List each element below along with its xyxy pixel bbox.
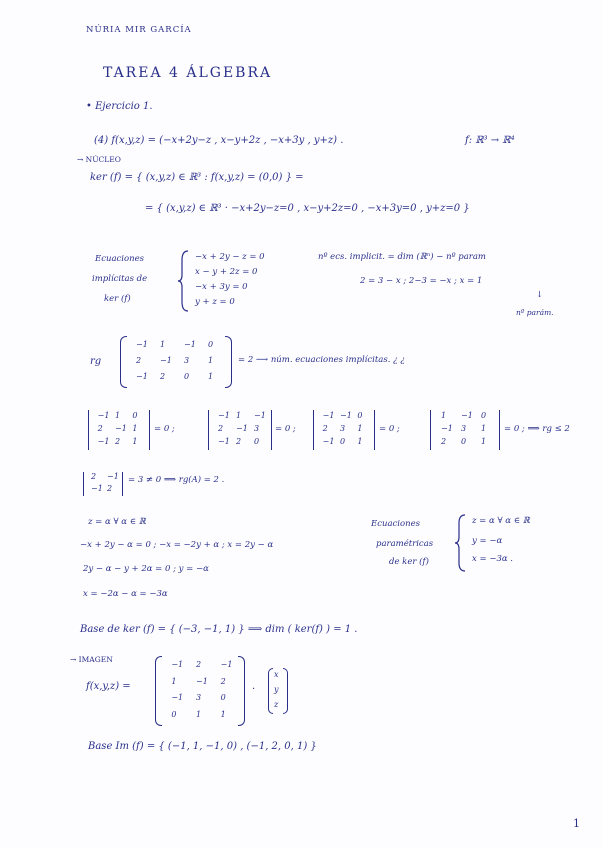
ker-definition-1: ker (f) = { (x,y,z) ∈ ℝ³ : f(x,y,z) = (0,0) } = bbox=[90, 172, 304, 183]
matrix-entry: 1 bbox=[171, 676, 177, 686]
matrix-entry: x bbox=[274, 670, 279, 680]
matrix-entry: 2 bbox=[91, 472, 97, 481]
matrix-entry: 3 bbox=[184, 356, 190, 365]
matrix-entry: z bbox=[274, 699, 279, 709]
page-number: 1 bbox=[573, 817, 580, 830]
matrix-entry: 2 bbox=[107, 484, 113, 493]
exercise-label: • Ejercicio 1. bbox=[86, 101, 153, 112]
parametric-eq-2: y = −α bbox=[472, 536, 503, 546]
matrix-entry: 3 bbox=[254, 424, 260, 433]
matrix-entry: −1 bbox=[196, 676, 208, 686]
matrix-entry: 0 bbox=[481, 411, 487, 421]
matrix-entry: 2 bbox=[441, 436, 447, 446]
minor-1 bbox=[88, 410, 150, 450]
matrix-entry: 2 bbox=[136, 356, 142, 365]
matrix-entry: −1 bbox=[107, 472, 119, 481]
matrix-entry: 1 bbox=[132, 436, 138, 446]
matrix-entry: 0 bbox=[357, 411, 363, 421]
matrix-entry: −1 bbox=[184, 340, 196, 349]
page-title: TAREA 4 ÁLGEBRA bbox=[103, 65, 273, 81]
matrix-entry: −1 bbox=[218, 411, 230, 421]
matrix-entry: −1 bbox=[461, 411, 473, 421]
matrix-entry: 0 bbox=[340, 436, 346, 446]
param-line-4: x = −2α − α = −3α bbox=[83, 589, 168, 599]
matrix-entry: −1 bbox=[136, 372, 148, 381]
matrix-entry: 2 bbox=[97, 424, 103, 433]
author-name: NÚRIA MIR GARCÍA bbox=[86, 25, 192, 35]
matrix-entry: 1 bbox=[132, 424, 138, 433]
param-count-equation: 2 = 3 − x ; 2−3 = −x ; x = 1 bbox=[360, 276, 483, 286]
minor-2-result: = 0 ; bbox=[275, 424, 296, 434]
function-domain: f: ℝ³ → ℝ⁴ bbox=[465, 135, 515, 146]
matrix-entry: 3 bbox=[461, 424, 467, 433]
matrix-entry: 2 bbox=[160, 372, 166, 381]
implicit-label-1: Ecuaciones bbox=[95, 254, 144, 264]
rank-conclusion: = 3 ≠ 0 ⟹ rg(A) = 2 . bbox=[128, 475, 225, 485]
implicit-eq-2: x − y + 2z = 0 bbox=[195, 267, 258, 277]
matrix-entry: 1 bbox=[236, 411, 242, 421]
matrix-entry: 2 bbox=[196, 660, 202, 670]
matrix-entry: 2 bbox=[218, 424, 224, 433]
matrix-entry: 1 bbox=[481, 424, 487, 433]
matrix-entry: −1 bbox=[115, 424, 127, 433]
rank-result: = 2 ⟶ núm. ecuaciones implícitas. ¿ ¿ bbox=[238, 355, 405, 365]
matrix-entry: −1 bbox=[136, 340, 148, 349]
left-brace bbox=[178, 250, 190, 312]
matrix-entry: y bbox=[274, 685, 279, 694]
nucleo-label: → NÚCLEO bbox=[77, 155, 121, 164]
param-line-3: 2y − α − y + 2α = 0 ; y = −α bbox=[83, 564, 209, 574]
matrix-entry: −1 bbox=[97, 436, 110, 446]
minor-4-result: = 0 ; ⟹ rg ≤ 2 bbox=[504, 424, 570, 434]
rank-matrix bbox=[120, 336, 232, 388]
matrix-entry: −1 bbox=[171, 660, 184, 670]
matrix-entry: 1 bbox=[481, 436, 487, 446]
matrix-entry: −1 bbox=[218, 436, 230, 446]
matrix-entry: −1 bbox=[441, 424, 453, 433]
minor-3 bbox=[313, 410, 375, 450]
parametric-eq-1: z = α ∀ α ∈ ℝ bbox=[472, 516, 530, 526]
matrix-entry: 0 bbox=[208, 340, 214, 349]
matrix-entry: 1 bbox=[357, 424, 363, 433]
matrix-entry: −1 bbox=[322, 411, 335, 421]
image-matrix bbox=[155, 656, 245, 726]
parametric-brace bbox=[455, 514, 467, 572]
matrix-entry: 1 bbox=[441, 411, 447, 421]
param-line-2: −x + 2y − α = 0 ; −x = −2y + α ; x = 2y − α bbox=[80, 540, 274, 550]
matrix-entry: −1 bbox=[236, 424, 248, 433]
matrix-entry: 0 bbox=[254, 436, 260, 446]
implicit-eq-4: y + z = 0 bbox=[195, 297, 235, 307]
minor-2 bbox=[208, 410, 272, 450]
image-function: f(x,y,z) = bbox=[86, 681, 131, 692]
parametric-eq-3: x = −3α . bbox=[472, 554, 513, 564]
implicit-eq-3: −x + 3y = 0 bbox=[195, 282, 248, 292]
matrix-entry: 2 bbox=[220, 676, 226, 686]
parametric-label-1: Ecuaciones bbox=[371, 519, 420, 529]
matrix-entry: 0 bbox=[220, 693, 226, 703]
minor-2x2 bbox=[83, 472, 123, 496]
down-arrow: ↓ bbox=[536, 290, 544, 300]
matrix-entry: 2 bbox=[115, 436, 121, 446]
param-count-note: nº ecs. implicit. = dim (ℝⁿ) − nº param bbox=[318, 252, 486, 262]
matrix-entry: 1 bbox=[357, 436, 363, 446]
matrix-entry: 2 bbox=[236, 436, 242, 446]
imagen-label: → IMAGEN bbox=[70, 655, 113, 664]
matrix-entry: 1 bbox=[208, 356, 214, 365]
matrix-entry: 1 bbox=[208, 372, 214, 381]
matrix-entry: −1 bbox=[340, 411, 352, 421]
matrix-entry: 2 bbox=[322, 424, 328, 433]
function-definition: (4) f(x,y,z) = (−x+2y−z , x−y+2z , −x+3y , y+z) . bbox=[94, 135, 344, 146]
minor-4 bbox=[430, 410, 500, 450]
implicit-label-2: implícitas de bbox=[92, 274, 148, 284]
implicit-eq-1: −x + 2y − z = 0 bbox=[195, 252, 265, 262]
minor-1-result: = 0 ; bbox=[154, 424, 175, 434]
parametric-label-3: de ker (f) bbox=[389, 557, 429, 567]
matrix-entry: −1 bbox=[254, 411, 266, 421]
matrix-entry: 0 bbox=[132, 411, 138, 421]
matrix-entry: 1 bbox=[160, 340, 166, 349]
matrix-entry: 3 bbox=[340, 424, 346, 433]
param-note: nº parám. bbox=[516, 308, 554, 317]
implicit-label-3: ker (f) bbox=[104, 294, 131, 304]
matrix-entry: 0 bbox=[184, 372, 190, 381]
matrix-entry: −1 bbox=[160, 356, 172, 365]
minor-3-result: = 0 ; bbox=[379, 424, 400, 434]
matrix-entry: −1 bbox=[91, 484, 103, 493]
matrix-entry: 3 bbox=[196, 693, 202, 703]
matrix-entry: −1 bbox=[97, 411, 110, 421]
rank-prefix: rg bbox=[90, 356, 102, 367]
ker-definition-2: = { (x,y,z) ∈ ℝ³ · −x+2y−z=0 , x−y+2z=0 , −x+3y=0 , y+z=0 } bbox=[145, 203, 470, 214]
matrix-entry: −1 bbox=[220, 660, 233, 670]
matrix-entry: 1 bbox=[220, 709, 226, 719]
image-basis: Base Im (f) = { (−1, 1, −1, 0) , (−1, 2, 0, 1) } bbox=[88, 741, 317, 752]
parametric-label-2: paramétricas bbox=[376, 539, 434, 549]
matrix-entry: 0 bbox=[171, 709, 177, 719]
ker-basis: Base de ker (f) = { (−3, −1, 1) } ⟹ dim ( ker(f) ) = 1 . bbox=[80, 624, 358, 635]
matrix-entry: 1 bbox=[115, 411, 121, 421]
matrix-entry: −1 bbox=[171, 693, 184, 703]
variable-vector bbox=[268, 668, 288, 714]
multiply-dot: · bbox=[252, 684, 256, 695]
matrix-entry: 0 bbox=[461, 436, 467, 446]
param-line-1: z = α ∀ α ∈ ℝ bbox=[88, 517, 146, 527]
matrix-entry: −1 bbox=[322, 436, 335, 446]
matrix-entry: 1 bbox=[196, 709, 202, 719]
